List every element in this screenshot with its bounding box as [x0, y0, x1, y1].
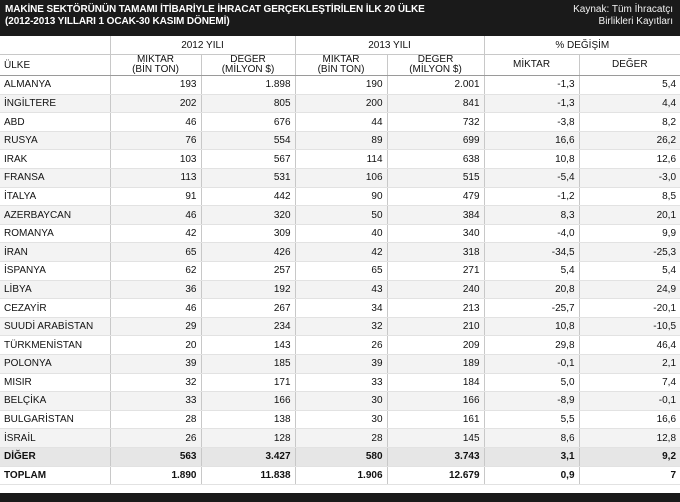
- deger-2013-cell: 3.743: [387, 447, 484, 466]
- deger-2012-cell: 554: [201, 131, 295, 150]
- header-miktar-unit: (BİN TON): [132, 64, 179, 76]
- deger-2012-cell: 3.427: [201, 447, 295, 466]
- miktar-2012-cell: 46: [110, 206, 201, 225]
- change-deger-cell: 2,1: [579, 355, 680, 374]
- country-cell: DİĞER: [0, 447, 110, 466]
- header-change: % DEĞİŞİM: [484, 36, 680, 55]
- deger-2012-cell: 171: [201, 373, 295, 392]
- deger-2013-cell: 161: [387, 410, 484, 429]
- deger-2012-cell: 143: [201, 336, 295, 355]
- change-deger-cell: 8,2: [579, 113, 680, 132]
- miktar-2012-cell: 1.890: [110, 466, 201, 485]
- deger-2012-cell: 531: [201, 169, 295, 188]
- change-miktar-cell: 5,4: [484, 262, 579, 281]
- country-cell: TOPLAM: [0, 466, 110, 485]
- miktar-2013-cell: 200: [295, 94, 387, 113]
- change-deger-cell: 16,6: [579, 410, 680, 429]
- miktar-2012-cell: 91: [110, 187, 201, 206]
- table-row: [0, 336, 680, 355]
- change-miktar-cell: 8,3: [484, 206, 579, 225]
- country-cell: İSPANYA: [0, 262, 110, 281]
- miktar-2012-cell: 42: [110, 224, 201, 243]
- deger-2013-cell: 841: [387, 94, 484, 113]
- deger-2013-cell: 318: [387, 243, 484, 262]
- deger-2013-cell: 2.001: [387, 76, 484, 95]
- change-miktar-cell: 29,8: [484, 336, 579, 355]
- deger-2012-cell: 192: [201, 280, 295, 299]
- change-miktar-cell: 3,1: [484, 447, 579, 466]
- miktar-2013-cell: 65: [295, 262, 387, 281]
- deger-2013-cell: 638: [387, 150, 484, 169]
- country-cell: İTALYA: [0, 187, 110, 206]
- deger-2013-cell: 12.679: [387, 466, 484, 485]
- deger-2013-cell: 479: [387, 187, 484, 206]
- miktar-2013-cell: 50: [295, 206, 387, 225]
- header-blank: [0, 36, 110, 55]
- change-miktar-cell: -3,8: [484, 113, 579, 132]
- deger-2013-cell: 189: [387, 355, 484, 374]
- deger-2012-cell: 11.838: [201, 466, 295, 485]
- change-deger-cell: 20,1: [579, 206, 680, 225]
- header-miktar-label: MİKTAR: [322, 54, 360, 66]
- deger-2013-cell: 240: [387, 280, 484, 299]
- country-cell: TÜRKMENİSTAN: [0, 336, 110, 355]
- deger-2013-cell: 271: [387, 262, 484, 281]
- country-cell: İNGİLTERE: [0, 94, 110, 113]
- table-header-banner: [0, 0, 680, 36]
- country-cell: CEZAYİR: [0, 299, 110, 318]
- deger-2012-cell: 676: [201, 113, 295, 132]
- header-group-row: [0, 36, 680, 55]
- change-miktar-cell: 0,9: [484, 466, 579, 485]
- change-miktar-cell: -4,0: [484, 224, 579, 243]
- miktar-2012-cell: 29: [110, 317, 201, 336]
- other-row: [0, 447, 680, 466]
- deger-2012-cell: 309: [201, 224, 295, 243]
- deger-2012-cell: 320: [201, 206, 295, 225]
- miktar-2013-cell: 26: [295, 336, 387, 355]
- header-2012-miktar: [110, 55, 201, 76]
- miktar-2012-cell: 46: [110, 113, 201, 132]
- total-row: [0, 466, 680, 485]
- table-row: [0, 373, 680, 392]
- table-row: [0, 131, 680, 150]
- miktar-2013-cell: 34: [295, 299, 387, 318]
- change-deger-cell: -20,1: [579, 299, 680, 318]
- change-deger-cell: -25,3: [579, 243, 680, 262]
- change-deger-cell: 24,9: [579, 280, 680, 299]
- deger-2013-cell: 213: [387, 299, 484, 318]
- change-miktar-cell: 8,6: [484, 429, 579, 448]
- country-cell: İRAN: [0, 243, 110, 262]
- header-2012: 2012 YILI: [110, 36, 295, 55]
- table-title-line2: (2012-2013 YILLARI 1 OCAK-30 KASIM DÖNEMİ): [5, 16, 230, 27]
- source-line1: Kaynak: Tüm İhracatçı: [573, 4, 673, 15]
- change-deger-cell: 5,4: [579, 262, 680, 281]
- country-cell: ROMANYA: [0, 224, 110, 243]
- miktar-2013-cell: 89: [295, 131, 387, 150]
- deger-2012-cell: 138: [201, 410, 295, 429]
- deger-2013-cell: 166: [387, 392, 484, 411]
- change-deger-cell: 5,4: [579, 76, 680, 95]
- header-2013-deger: [387, 55, 484, 76]
- change-deger-cell: 12,8: [579, 429, 680, 448]
- miktar-2012-cell: 62: [110, 262, 201, 281]
- footer-bar: [0, 493, 680, 502]
- miktar-2013-cell: 30: [295, 392, 387, 411]
- change-miktar-cell: -25,7: [484, 299, 579, 318]
- table-row: [0, 299, 680, 318]
- miktar-2012-cell: 20: [110, 336, 201, 355]
- table-row: [0, 169, 680, 188]
- deger-2012-cell: 267: [201, 299, 295, 318]
- miktar-2013-cell: 43: [295, 280, 387, 299]
- header-2012-deger: [201, 55, 295, 76]
- miktar-2012-cell: 103: [110, 150, 201, 169]
- country-cell: AZERBAYCAN: [0, 206, 110, 225]
- miktar-2012-cell: 113: [110, 169, 201, 188]
- change-deger-cell: 12,6: [579, 150, 680, 169]
- miktar-2012-cell: 36: [110, 280, 201, 299]
- miktar-2012-cell: 26: [110, 429, 201, 448]
- change-miktar-cell: -34,5: [484, 243, 579, 262]
- country-cell: İSRAİL: [0, 429, 110, 448]
- deger-2012-cell: 128: [201, 429, 295, 448]
- miktar-2012-cell: 32: [110, 373, 201, 392]
- miktar-2012-cell: 65: [110, 243, 201, 262]
- table-row: [0, 410, 680, 429]
- miktar-2013-cell: 28: [295, 429, 387, 448]
- table-row: [0, 392, 680, 411]
- miktar-2013-cell: 190: [295, 76, 387, 95]
- change-miktar-cell: 5,5: [484, 410, 579, 429]
- source-note: [573, 4, 673, 28]
- country-cell: POLONYA: [0, 355, 110, 374]
- miktar-2013-cell: 40: [295, 224, 387, 243]
- deger-2012-cell: 185: [201, 355, 295, 374]
- table-title: [5, 4, 425, 28]
- header-miktar-unit: (BİN TON): [317, 64, 365, 76]
- table-row: [0, 76, 680, 95]
- table-row: [0, 280, 680, 299]
- table-row: [0, 224, 680, 243]
- header-change-deger: DEĞER: [579, 55, 680, 76]
- deger-2013-cell: 184: [387, 373, 484, 392]
- change-deger-cell: 46,4: [579, 336, 680, 355]
- country-cell: FRANSA: [0, 169, 110, 188]
- country-cell: LİBYA: [0, 280, 110, 299]
- miktar-2013-cell: 106: [295, 169, 387, 188]
- header-deger-label: DEĞER: [230, 54, 266, 66]
- change-miktar-cell: 20,8: [484, 280, 579, 299]
- change-miktar-cell: -0,1: [484, 355, 579, 374]
- table-row: [0, 243, 680, 262]
- table-row: [0, 113, 680, 132]
- table-row: [0, 150, 680, 169]
- miktar-2012-cell: 76: [110, 131, 201, 150]
- header-deger-unit: (MİLYON $): [221, 64, 275, 76]
- deger-2012-cell: 1.898: [201, 76, 295, 95]
- table-row: [0, 262, 680, 281]
- miktar-2013-cell: 39: [295, 355, 387, 374]
- country-cell: IRAK: [0, 150, 110, 169]
- country-cell: BELÇİKA: [0, 392, 110, 411]
- change-deger-cell: -10,5: [579, 317, 680, 336]
- change-deger-cell: 7: [579, 466, 680, 485]
- table-row: [0, 355, 680, 374]
- change-miktar-cell: -1,3: [484, 76, 579, 95]
- miktar-2012-cell: 563: [110, 447, 201, 466]
- country-cell: BULGARİSTAN: [0, 410, 110, 429]
- miktar-2012-cell: 193: [110, 76, 201, 95]
- deger-2013-cell: 732: [387, 113, 484, 132]
- change-miktar-cell: 5,0: [484, 373, 579, 392]
- change-deger-cell: -0,1: [579, 392, 680, 411]
- country-cell: ABD: [0, 113, 110, 132]
- miktar-2012-cell: 39: [110, 355, 201, 374]
- miktar-2013-cell: 30: [295, 410, 387, 429]
- change-deger-cell: 9,2: [579, 447, 680, 466]
- header-2013-miktar: [295, 55, 387, 76]
- miktar-2013-cell: 42: [295, 243, 387, 262]
- table-row: [0, 206, 680, 225]
- miktar-2012-cell: 202: [110, 94, 201, 113]
- miktar-2013-cell: 1.906: [295, 466, 387, 485]
- miktar-2013-cell: 90: [295, 187, 387, 206]
- change-miktar-cell: -5,4: [484, 169, 579, 188]
- miktar-2013-cell: 44: [295, 113, 387, 132]
- deger-2013-cell: 145: [387, 429, 484, 448]
- country-cell: MISIR: [0, 373, 110, 392]
- header-country: ÜLKE: [0, 55, 110, 76]
- deger-2012-cell: 166: [201, 392, 295, 411]
- table-row: [0, 317, 680, 336]
- source-line2: Birlikleri Kayıtları: [598, 16, 673, 27]
- header-change-miktar: MİKTAR: [484, 55, 579, 76]
- header-deger-label: DEĞER: [417, 54, 454, 66]
- deger-2013-cell: 699: [387, 131, 484, 150]
- miktar-2013-cell: 32: [295, 317, 387, 336]
- change-deger-cell: 8,5: [579, 187, 680, 206]
- miktar-2012-cell: 33: [110, 392, 201, 411]
- change-deger-cell: 4,4: [579, 94, 680, 113]
- deger-2013-cell: 210: [387, 317, 484, 336]
- country-cell: RUSYA: [0, 131, 110, 150]
- change-deger-cell: 7,4: [579, 373, 680, 392]
- miktar-2012-cell: 46: [110, 299, 201, 318]
- table-row: [0, 94, 680, 113]
- country-cell: ALMANYA: [0, 76, 110, 95]
- header-2013: 2013 YILI: [295, 36, 484, 55]
- table-row: [0, 187, 680, 206]
- deger-2012-cell: 234: [201, 317, 295, 336]
- deger-2013-cell: 209: [387, 336, 484, 355]
- deger-2012-cell: 567: [201, 150, 295, 169]
- change-miktar-cell: -1,2: [484, 187, 579, 206]
- deger-2013-cell: 384: [387, 206, 484, 225]
- export-table: [0, 36, 680, 485]
- table-row: [0, 429, 680, 448]
- miktar-2013-cell: 114: [295, 150, 387, 169]
- header-deger-unit: (MİLYON $): [409, 64, 462, 76]
- header-sub-row: [0, 55, 680, 76]
- deger-2012-cell: 442: [201, 187, 295, 206]
- deger-2013-cell: 340: [387, 224, 484, 243]
- deger-2013-cell: 515: [387, 169, 484, 188]
- table-title-line1: MAKİNE SEKTÖRÜNÜN TAMAMI İTİBARİYLE İHRACAT GERÇEKLEŞTİRİLEN İLK 20 ÜLKE: [5, 4, 425, 15]
- deger-2012-cell: 426: [201, 243, 295, 262]
- miktar-2013-cell: 33: [295, 373, 387, 392]
- change-miktar-cell: 16,6: [484, 131, 579, 150]
- miktar-2012-cell: 28: [110, 410, 201, 429]
- change-miktar-cell: -8,9: [484, 392, 579, 411]
- change-deger-cell: 26,2: [579, 131, 680, 150]
- miktar-2013-cell: 580: [295, 447, 387, 466]
- change-miktar-cell: -1,3: [484, 94, 579, 113]
- country-cell: SUUDİ ARABİSTAN: [0, 317, 110, 336]
- deger-2012-cell: 257: [201, 262, 295, 281]
- header-miktar-label: MİKTAR: [136, 54, 175, 66]
- change-miktar-cell: 10,8: [484, 150, 579, 169]
- change-miktar-cell: 10,8: [484, 317, 579, 336]
- change-deger-cell: -3,0: [579, 169, 680, 188]
- deger-2012-cell: 805: [201, 94, 295, 113]
- change-deger-cell: 9,9: [579, 224, 680, 243]
